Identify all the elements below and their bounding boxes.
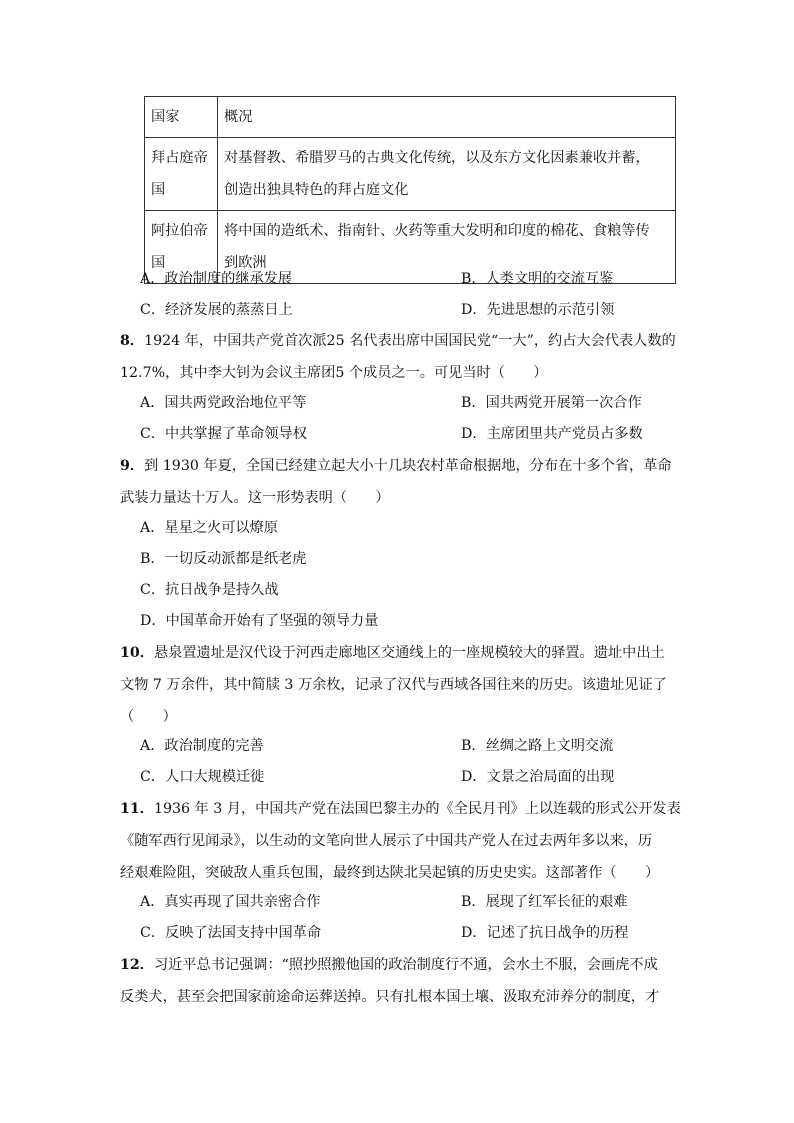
q10-option-a[interactable]: A．政治制度的完善	[140, 738, 264, 754]
question-11	[120, 793, 680, 889]
question-12	[120, 949, 680, 1013]
question-10	[120, 637, 680, 733]
q8-option-b[interactable]: B．国共两党开展第一次合作	[461, 395, 642, 411]
question-8	[120, 325, 680, 389]
q10-option-d[interactable]: D．文景之治局面的出现	[461, 769, 615, 785]
description-line: 将中国的造纸术、指南针、火药等重大发明和印度的棉花、食粮等传	[224, 223, 650, 239]
question-text-line: 文物 7 万余件，其中简牍 3 万余枚，记录了汉代与西域各国往来的历史。该遗址见证了	[120, 677, 667, 693]
question-text-line: （ ）	[120, 709, 177, 725]
q8-option-d[interactable]: D．主席团里共产党员占多数	[461, 426, 643, 442]
question-number: 12．	[120, 957, 154, 973]
q10-options-row	[140, 765, 700, 789]
q10-option-b[interactable]: B．丝绸之路上文明交流	[461, 738, 614, 754]
q10-option-c[interactable]: C．人口大规模迁徙	[140, 769, 265, 785]
table-cell-description	[218, 138, 676, 211]
country-line: 国	[151, 182, 166, 198]
table-header-overview: 概况	[218, 97, 676, 138]
q11-option-b[interactable]: B．展现了红军长征的艰难	[461, 894, 628, 910]
question-number: 9．	[120, 458, 145, 474]
q8-options-row	[140, 422, 700, 446]
description-line: 到欧洲	[224, 255, 267, 271]
question-text-line: 武装力量达十万人。这一形势表明（ ）	[120, 490, 390, 506]
table-cell-country	[145, 138, 218, 211]
q8-options-row	[140, 391, 700, 415]
civilization-table	[144, 96, 676, 284]
q7-option-a[interactable]: A．政治制度的继承发展	[140, 271, 293, 287]
q9-option-a[interactable]: A．星星之火可以燎原	[140, 520, 278, 536]
question-text-line: 11．1936 年 3 月，中国共产党在法国巴黎主办的《全民月刊》上以连载的形式公开发表	[120, 801, 681, 817]
question-text-line: 10．悬泉置遗址是汉代设于河西走廊地区交通线上的一座规模较大的驿置。遗址中出土	[120, 645, 665, 661]
question-text-line: 反类犬，甚至会把国家前途命运葬送掉。只有扎根本国土壤、汲取充沛养分的制度，才	[120, 989, 660, 1005]
question-number: 10．	[120, 645, 154, 661]
question-number: 11．	[120, 801, 154, 817]
q7-option-d[interactable]: D．先进思想的示范引领	[461, 302, 615, 318]
q7-option-c[interactable]: C．经济发展的蒸蒸日上	[140, 302, 293, 318]
question-9	[120, 450, 680, 514]
table-row	[145, 138, 676, 211]
q10-options-row	[140, 734, 700, 758]
country-line: 拜占庭帝	[151, 150, 208, 166]
description-line: 对基督教、希腊罗马的古典文化传统，以及东方文化因素兼收并蓄，	[224, 150, 650, 166]
table-header-row	[145, 97, 676, 138]
q7-option-b[interactable]: B．人类文明的交流互鉴	[461, 271, 614, 287]
q7-options-row	[140, 267, 700, 291]
q9-option-d[interactable]: D．中国革命开始有了坚强的领导力量	[140, 613, 379, 629]
q9-option-c[interactable]: C．抗日战争是持久战	[140, 582, 279, 598]
question-text-line: 12.7%，其中李大钊为会议主席团5 个成员之一。可见当时（ ）	[120, 365, 548, 381]
q11-options-row	[140, 921, 700, 945]
question-text-line: 12．习近平总书记强调：“照抄照搬他国的政治制度行不通，会水土不服，会画虎不成	[120, 957, 658, 973]
table-header-country: 国家	[145, 97, 218, 138]
question-text-line: 经艰难险阻，突破敌人重兵包围，最终到达陕北吴起镇的历史史实。这部著作（ ）	[120, 865, 660, 881]
q11-option-d[interactable]: D．记述了抗日战争的历程	[461, 925, 629, 941]
question-text-line: 《随军西行见闻录》，以生动的文笔向世人展示了中国共产党人在过去两年多以来，历	[120, 833, 653, 849]
q9-option-b[interactable]: B．一切反动派都是纸老虎	[140, 551, 307, 567]
q8-option-c[interactable]: C．中共掌握了革命领导权	[140, 426, 307, 442]
question-text-line: 8．1924 年，中国共产党首次派25 名代表出席中国国民党“一大”，约占大会代表人数的	[120, 333, 676, 349]
description-line: 创造出独具特色的拜占庭文化	[224, 182, 409, 198]
q7-options-row	[140, 298, 700, 322]
country-line: 国	[151, 255, 166, 271]
country-line: 阿拉伯帝	[151, 223, 208, 239]
question-number: 8．	[120, 333, 145, 349]
q8-option-a[interactable]: A．国共两党政治地位平等	[140, 395, 307, 411]
question-text-line: 9．到 1930 年夏，全国已经建立起大小十几块农村革命根据地，分布在十多个省，革命	[120, 458, 672, 474]
q11-option-c[interactable]: C．反映了法国支持中国革命	[140, 925, 322, 941]
q11-options-row	[140, 890, 700, 914]
q11-option-a[interactable]: A．真实再现了国共亲密合作	[140, 894, 321, 910]
